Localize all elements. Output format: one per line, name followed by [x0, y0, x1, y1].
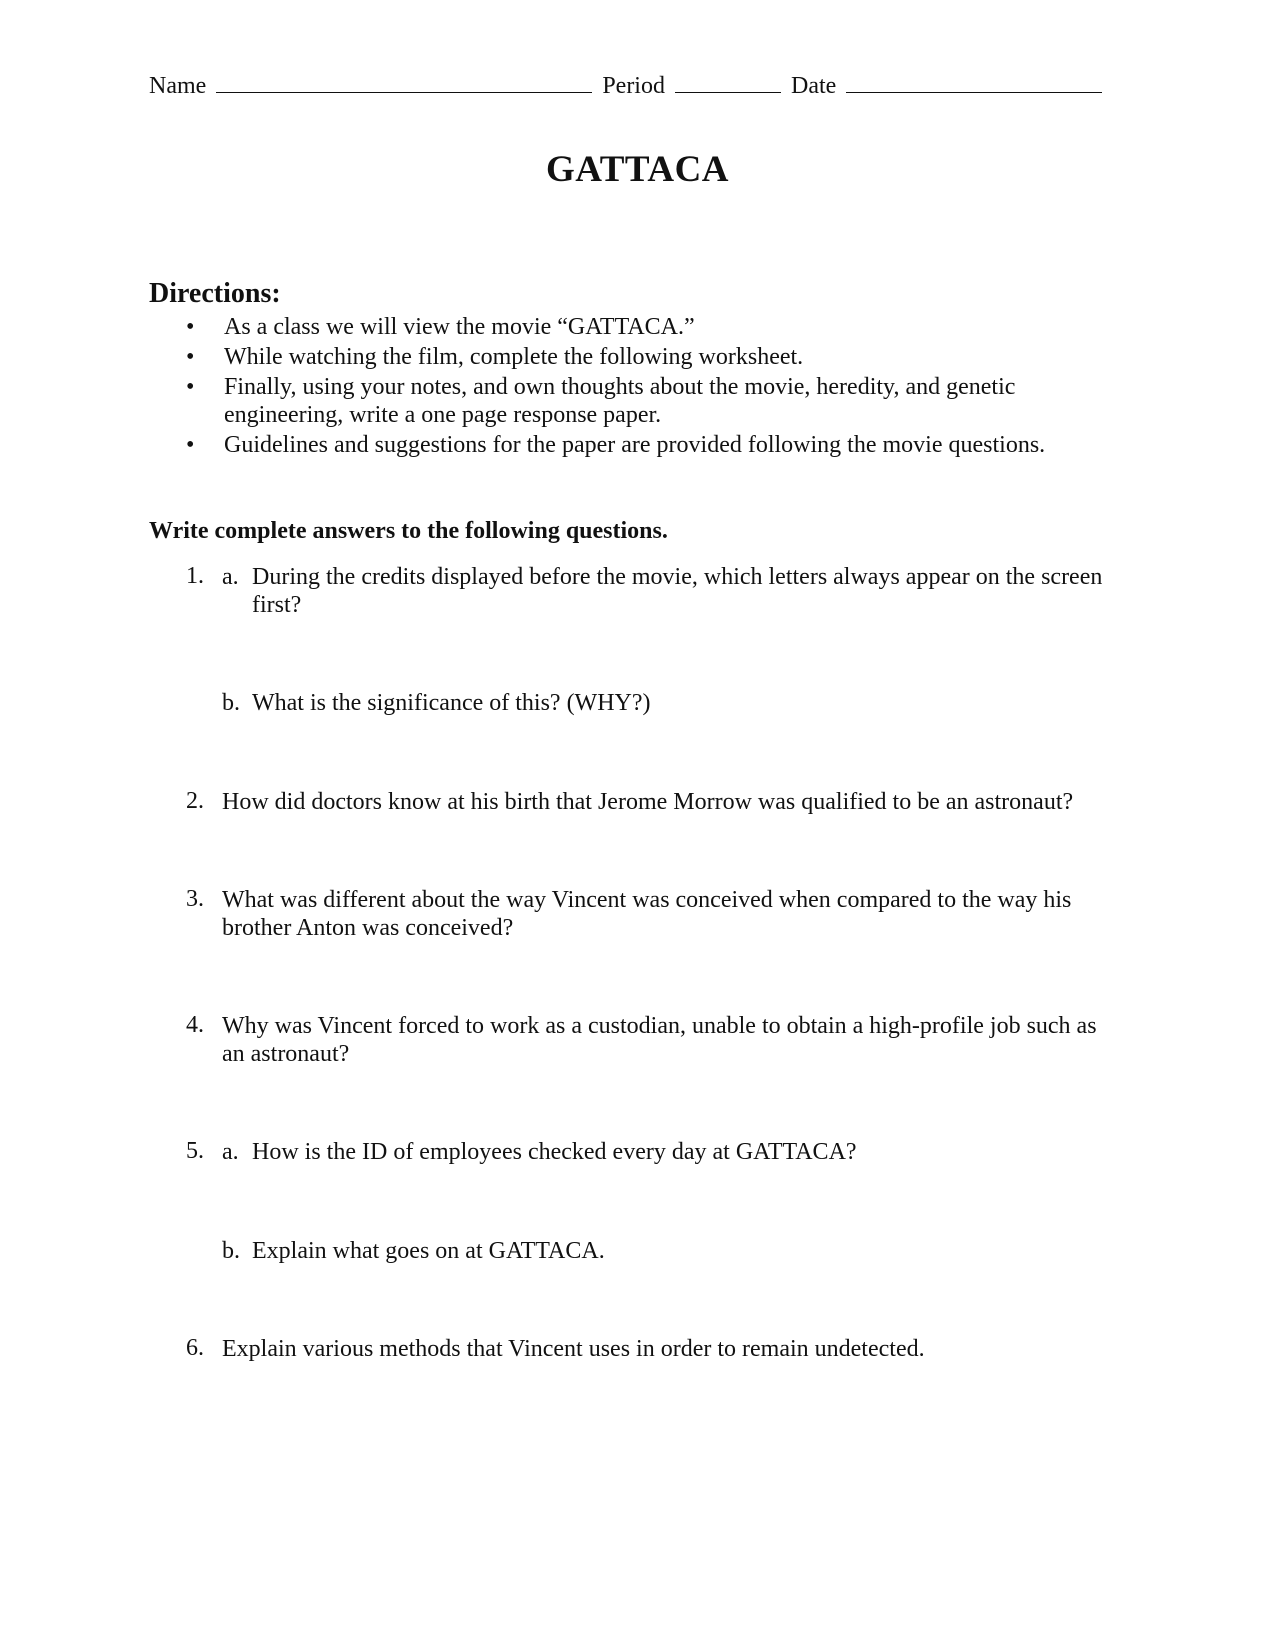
- list-item: • Finally, using your notes, and own thoughts about the movie, heredity, and genetic engineering, write a one page response paper.: [186, 374, 1016, 428]
- date-blank[interactable]: [846, 72, 1102, 93]
- bullet-icon: •: [186, 344, 195, 370]
- page-title: GATTACA: [545, 149, 730, 190]
- question-number: 2.: [186, 788, 204, 814]
- question-4: Why was Vincent forced to work as a custodian, unable to obtain a high-profile job such as an astronaut?: [222, 1013, 1097, 1067]
- period-label: Period: [602, 73, 665, 99]
- question-number: 6.: [186, 1335, 204, 1361]
- question-number: 1.: [186, 563, 204, 589]
- list-item: • As a class we will view the movie “GATTACA.”: [186, 314, 695, 340]
- directions-heading: Directions:: [149, 278, 281, 309]
- question-2: How did doctors know at his birth that Jerome Morrow was qualified to be an astronaut?: [222, 789, 1074, 815]
- list-item: • While watching the film, complete the following worksheet.: [186, 344, 804, 370]
- name-label: Name: [149, 73, 207, 99]
- bullet-icon: •: [186, 314, 195, 340]
- question-1b: b. What is the significance of this? (WHY?): [222, 690, 651, 716]
- question-number: 5.: [186, 1138, 204, 1164]
- instruction-text: Write complete answers to the following questions.: [149, 518, 668, 544]
- directions-list: [149, 313, 1109, 461]
- header-fields: [149, 72, 1106, 100]
- question-number: 4.: [186, 1012, 204, 1038]
- question-6: Explain various methods that Vincent uses in order to remain undetected.: [222, 1336, 925, 1362]
- name-blank[interactable]: [216, 72, 592, 93]
- period-blank[interactable]: [675, 72, 781, 93]
- question-number: 3.: [186, 886, 204, 912]
- bullet-icon: •: [186, 432, 195, 458]
- bullet-icon: •: [186, 374, 195, 400]
- question-1a: a. During the credits displayed before the movie, which letters always appear on the screen first?: [222, 564, 1103, 618]
- date-label: Date: [790, 73, 837, 99]
- question-3: What was different about the way Vincent was conceived when compared to the way his brother Anton was conceived?: [222, 887, 1072, 941]
- list-item: • Guidelines and suggestions for the paper are provided following the movie questions.: [186, 432, 1046, 458]
- question-5b: b. Explain what goes on at GATTACA.: [222, 1238, 605, 1264]
- question-5a: a. How is the ID of employees checked every day at GATTACA?: [222, 1139, 857, 1165]
